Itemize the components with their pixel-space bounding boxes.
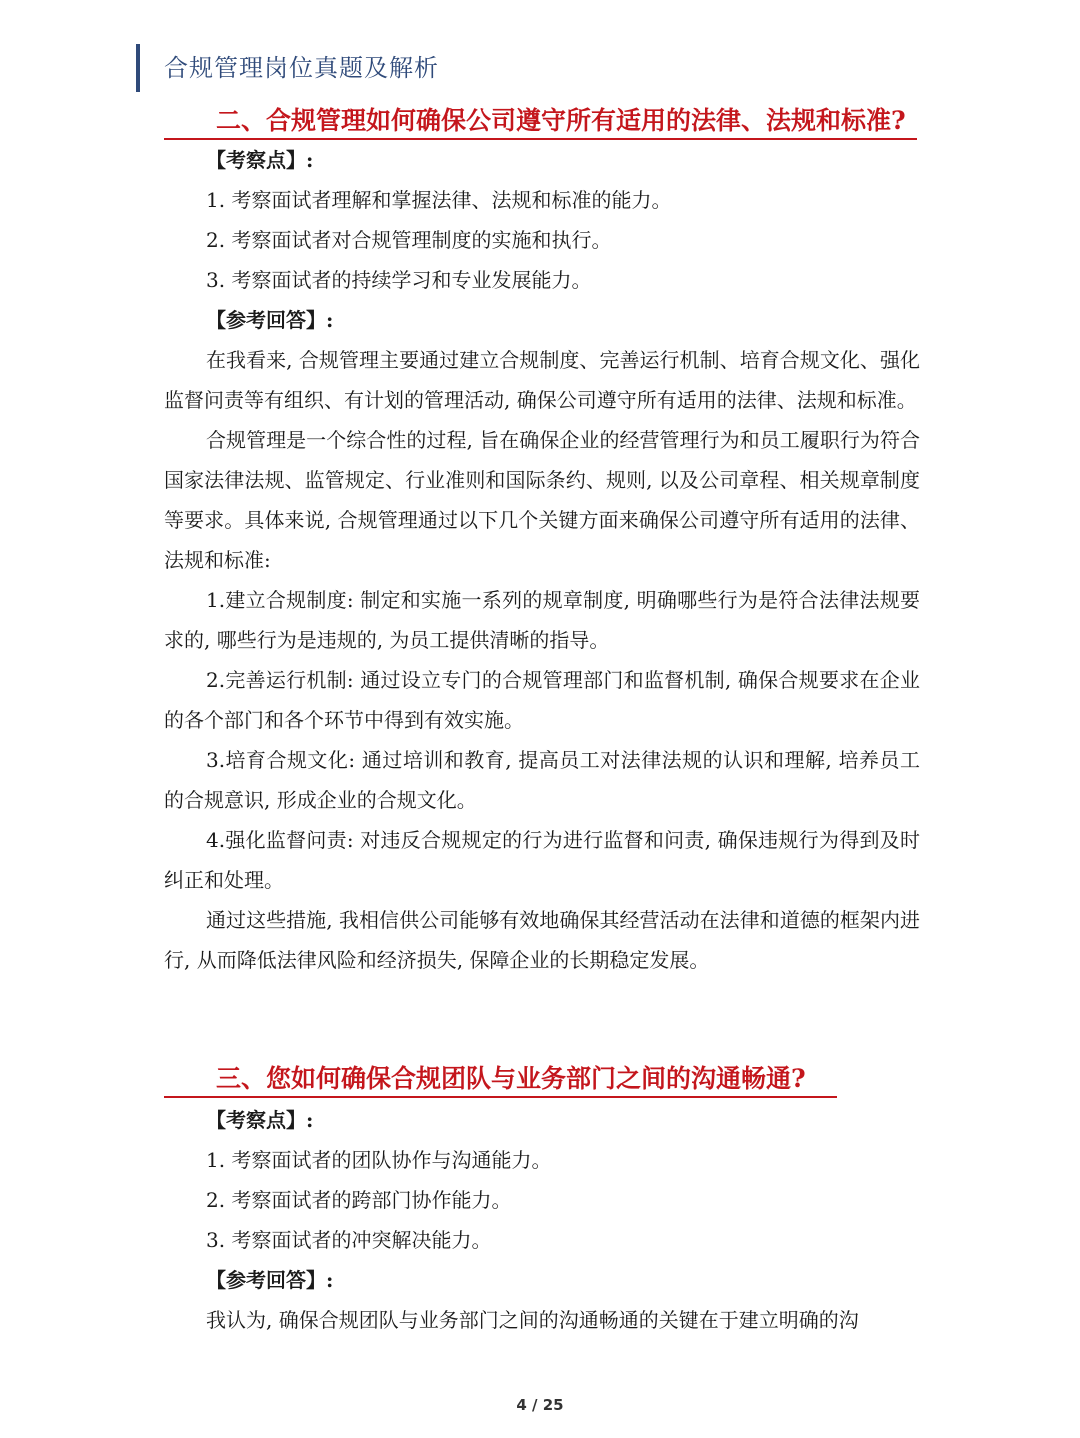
question-2-paragraph-6: 4.强化监督问责: 对违反合规规定的行为进行监督和问责, 确保违规行为得到及时纠正和处理。 bbox=[164, 828, 920, 892]
question-2-answer-label: 【参考回答】: bbox=[206, 308, 334, 332]
question-3-answer-label: 【参考回答】: bbox=[206, 1268, 334, 1292]
question-2-points-label: 【考察点】: bbox=[206, 148, 314, 172]
question-2-paragraph-7: 通过这些措施, 我相信供公司能够有效地确保其经营活动在法律和道德的框架内进行, 从而降低法律风险和经济损失, 保障企业的长期稳定发展。 bbox=[164, 908, 920, 972]
question-2-body bbox=[164, 140, 920, 980]
question-2-paragraph-5: 3.培育合规文化: 通过培训和教育, 提高员工对法律法规的认识和理解, 培养员工的合规意识, 形成企业的合规文化。 bbox=[164, 748, 920, 812]
question-3-point-1: 1. 考察面试者的团队协作与沟通能力。 bbox=[206, 1148, 552, 1172]
question-2-paragraph-2: 合规管理是一个综合性的过程, 旨在确保企业的经营管理行为和员工履职行为符合国家法律法规、监管规定、行业准则和国际条约、规则, 以及公司章程、相关规章制度等要求。具体来说, 合规管理通过以下几个关键方面来确保公司遵守所有适用的法律、法规和标准: bbox=[164, 428, 920, 572]
question-2-paragraph-1: 在我看来, 合规管理主要通过建立合规制度、完善运行机制、培育合规文化、强化监督问责等有组织、有计划的管理活动, 确保公司遵守所有适用的法律、法规和标准。 bbox=[164, 348, 920, 412]
question-2-point-3: 3. 考察面试者的持续学习和专业发展能力。 bbox=[206, 268, 592, 292]
question-2-paragraph-4: 2.完善运行机制: 通过设立专门的合规管理部门和监督机制, 确保合规要求在企业的各个部门和各个环节中得到有效实施。 bbox=[164, 668, 920, 732]
question-3-points-label: 【考察点】: bbox=[206, 1108, 314, 1132]
document-title: 合规管理岗位真题及解析 bbox=[164, 54, 439, 82]
question-3-title: 三、您如何确保合规团队与业务部门之间的沟通畅通? bbox=[164, 1062, 837, 1098]
document-header bbox=[136, 44, 439, 92]
question-3-paragraph-1: 我认为, 确保合规团队与业务部门之间的沟通畅通的关键在于建立明确的沟 bbox=[206, 1308, 859, 1332]
question-2-point-2: 2. 考察面试者对合规管理制度的实施和执行。 bbox=[206, 228, 612, 252]
question-3-point-3: 3. 考察面试者的冲突解决能力。 bbox=[206, 1228, 492, 1252]
question-2-point-1: 1. 考察面试者理解和掌握法律、法规和标准的能力。 bbox=[206, 188, 672, 212]
page-number: 4 / 25 bbox=[516, 1396, 564, 1414]
question-3-point-2: 2. 考察面试者的跨部门协作能力。 bbox=[206, 1188, 512, 1212]
question-3-body bbox=[164, 1100, 920, 1340]
question-2-paragraph-3: 1.建立合规制度: 制定和实施一系列的规章制度, 明确哪些行为是符合法律法规要求的, 哪些行为是违规的, 为员工提供清晰的指导。 bbox=[164, 588, 920, 652]
question-2-title: 二、合规管理如何确保公司遵守所有适用的法律、法规和标准? bbox=[164, 104, 917, 140]
